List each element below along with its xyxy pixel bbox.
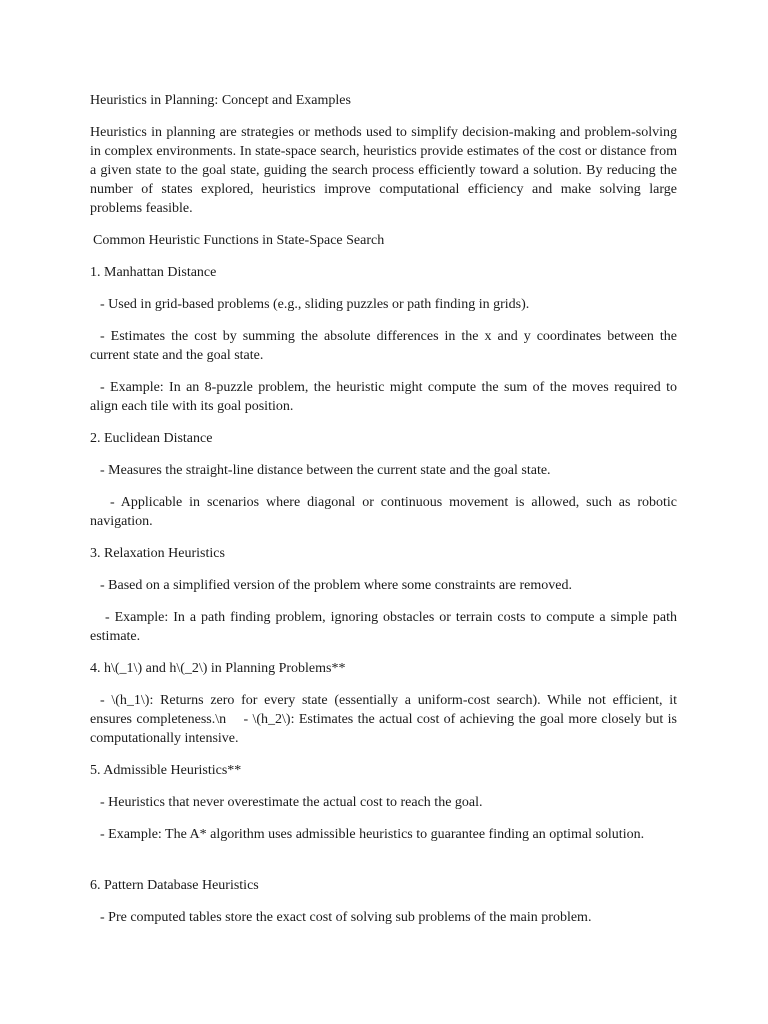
- blank-line: [90, 857, 677, 876]
- section-heading-pattern-database: 6. Pattern Database Heuristics: [90, 878, 259, 893]
- bullet-relaxation-2: - Example: In a path finding problem, ignoring obstacles or terrain costs to compute a simple path estimate.: [90, 610, 677, 644]
- section-heading-euclidean: 2. Euclidean Distance: [90, 431, 213, 446]
- section-heading-relaxation: 3. Relaxation Heuristics: [90, 546, 225, 561]
- bullet-euclidean-2: - Applicable in scenarios where diagonal or continuous movement is allowed, such as robotic navigation.: [90, 495, 677, 529]
- section-heading-manhattan: 1. Manhattan Distance: [90, 265, 217, 280]
- bullet-manhattan-2: - Estimates the cost by summing the absolute differences in the x and y coordinates between the current state and the goal state.: [90, 329, 677, 363]
- bullet-relaxation-1: - Based on a simplified version of the problem where some constraints are removed.: [100, 578, 572, 593]
- bullet-manhattan-1: - Used in grid-based problems (e.g., sliding puzzles or path finding in grids).: [100, 297, 530, 312]
- bullet-admissible-1: - Heuristics that never overestimate the actual cost to reach the goal.: [100, 795, 483, 810]
- bullet-pattern-database-1: - Pre computed tables store the exact cost of solving sub problems of the main problem.: [100, 910, 592, 925]
- bullet-h1-h2-1: - \(h_1\): Returns zero for every state (essentially a uniform-cost search). While not efficient, it ensures completeness.\n - \(h_2\): Estimates the actual cost of achieving the goal more closely but is computationally intensive.: [90, 693, 681, 746]
- document-title: Heuristics in Planning: Concept and Examples: [90, 93, 351, 108]
- section-subheading: Common Heuristic Functions in State-Space Search: [93, 233, 385, 248]
- bullet-manhattan-3: - Example: In an 8-puzzle problem, the heuristic might compute the sum of the moves required to align each tile with its goal position.: [90, 380, 677, 414]
- bullet-euclidean-1: - Measures the straight-line distance between the current state and the goal state.: [100, 463, 551, 478]
- intro-paragraph: Heuristics in planning are strategies or methods used to simplify decision-making and problem-solving in complex environments. In state-space search, heuristics provide estimates of the cost or distance from a given state to the goal state, guiding the search process efficiently toward a solution. By reducing the number of states explored, heuristics improve computational efficiency and make solving large problems feasible.: [90, 125, 677, 216]
- bullet-admissible-2: - Example: The A* algorithm uses admissible heuristics to guarantee finding an optimal solution.: [100, 827, 645, 842]
- section-heading-admissible: 5. Admissible Heuristics**: [90, 763, 242, 778]
- document-body: [90, 91, 681, 940]
- section-heading-h1-h2: 4. h\(_1\) and h\(_2\) in Planning Problems**: [90, 661, 346, 676]
